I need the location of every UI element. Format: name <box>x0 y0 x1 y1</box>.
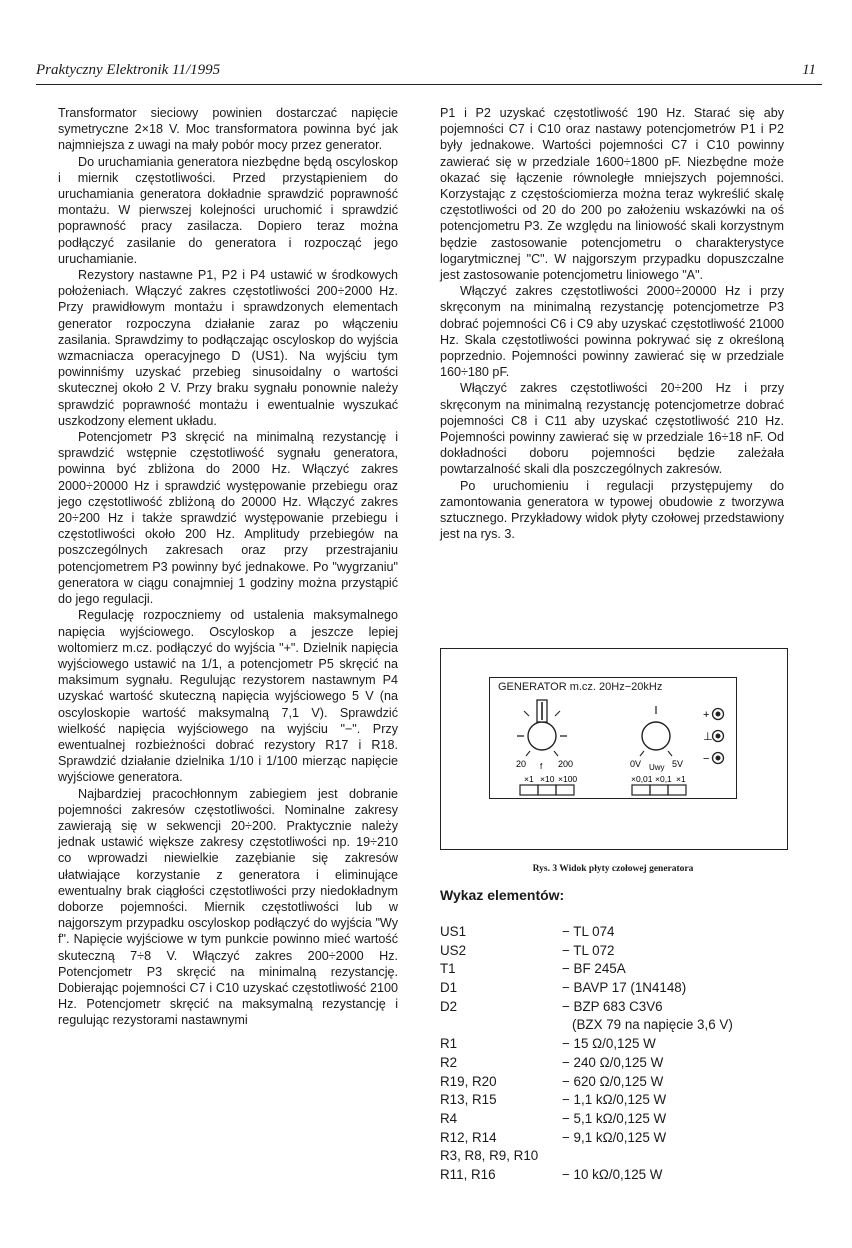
list-item <box>440 924 786 943</box>
terminal-label: ⊥ <box>703 731 713 743</box>
list-item <box>440 961 786 980</box>
part-value: − 15 Ω/0,125 W <box>562 1036 656 1052</box>
list-item <box>440 1074 786 1093</box>
part-ref: R12, R14 <box>440 1129 497 1145</box>
freq-max-label: 200 <box>558 759 574 769</box>
freq-range-label: ×1 <box>524 774 534 784</box>
paragraph: Włączyć zakres częstotliwości 20÷200 Hz i przy skręconym na minimalną rezystancję potencjometrze dobrać pojemności C8 i C11 aby uzyskać częstotliwość 210 Hz. Pojemności powinny zawierać się w przedziale 16÷18 nF. Od dokładności doboru pojemności będzie zależała powtarzalność skali dla poszczególnych zakresów. <box>440 381 784 477</box>
list-item <box>440 1111 786 1130</box>
part-value: − 9,1 kΩ/0,125 W <box>562 1129 667 1145</box>
part-value: − 5,1 kΩ/0,125 W <box>562 1110 667 1126</box>
parts-list <box>440 924 786 1186</box>
list-item <box>440 1167 786 1186</box>
terminal-ground <box>713 731 724 742</box>
right-column <box>440 105 784 542</box>
part-ref: D2 <box>440 998 458 1014</box>
paragraph: Rezystory nastawne P1, P2 i P4 ustawić w środkowych położeniach. Włączyć zakres częstotliwości 200÷2000 Hz. Przy prawidłowym montażu i sprawdzonych elementach generator rozpoczyna działanie zaraz po włączeniu zasilania. Sprawdzimy to podłączając oscyloskop do wyjścia wzmacniacza operacyjnego D (US1). Na wyjściu tym powinniśmy uzyskać przebieg sinusoidalny o wartości skutecznej około 2 V. Przy braku sygnału ponownie należy sprawdzić poprawność montażu i ewentualnie wyszukać uszkodzony element układu. <box>58 268 398 428</box>
amp-center-label: Uwy <box>649 763 665 772</box>
panel-title: GENERATOR m.cz. 20Hz−20kHz <box>498 681 663 693</box>
divider-buttons <box>632 785 686 795</box>
part-value: − BZP 683 C3V6 <box>562 998 663 1014</box>
part-ref: US1 <box>440 924 467 939</box>
amplitude-knob <box>640 706 672 756</box>
divider-label: ×0,01 <box>631 774 653 784</box>
paragraph: Włączyć zakres częstotliwości 2000÷20000 Hz i przy skręconym na minimalną rezystancję potencjometrze P3 dobrać pojemności C6 i C9 aby uzyskać częstotliwość 21000 Hz. Skala częstotliwości powinna pokrywać się z określoną poprzednio. Pojemności powinny zawierać się w przedziale 160÷180 pF. <box>440 284 784 380</box>
paragraph: Potencjometr P3 skręcić na minimalną rezystancję i sprawdzić wstępnie częstotliwość sygnału generatora, powinna być zbliżona do 2000 Hz. Włączyć zakres 2000÷20000 Hz i sprawdzić występowanie przebiegu oraz jego częstotliwość zbliżoną do 20000 Hz. Włączyć zakres 20÷200 Hz i także sprawdzić występowanie przebiegu i częstotliwości około 200 Hz. Amplitudy przebiegów na poszczególnych zakresach oraz przy przestrajaniu potencjometrem P3 powinny być jednakowe. Po "wygrzaniu" generatora w ciągu conajmniej 1 godziny można przystąpić do jego regulacji. <box>58 430 398 607</box>
paragraph: P1 i P2 uzyskać częstotliwość 190 Hz. Starać się aby pojemności C7 i C10 oraz nastawy potencjometrów P1 i P2 były jednakowe. Wartości pojemności C7 i C10 powinny zawierać się w przedziale 1600÷1800 pF. Niezbędne może okazać się łączenie równoległe mniejszych pojemności. Korzystając z częstościomierza można teraz wykreślić skalę częstotliwości od 20 do 200 po założeniu wskazówki na oś potencjometru P3. Ze względu na liniowość skali korzystnym będzie zastosowanie potencjometru o charakterystyce logarytmicznej "C". W najgorszym przypadku dopuszczalne jest zastosowanie potencjometru liniowego "A". <box>440 106 784 283</box>
terminal-minus <box>713 753 724 764</box>
freq-range-buttons <box>520 785 574 795</box>
publication-title: Praktyczny Elektronik 11/1995 <box>36 62 221 78</box>
list-item <box>440 1092 786 1111</box>
amp-max-label: 5V <box>672 759 684 769</box>
part-value: − BF 245A <box>562 961 626 977</box>
part-ref: US2 <box>440 942 467 958</box>
list-item <box>440 943 786 962</box>
part-value: − 620 Ω/0,125 W <box>562 1073 664 1089</box>
parts-list-title: Wykaz elementów: <box>440 887 565 903</box>
figure-caption: Rys. 3 Widok płyty czołowej generatora <box>532 864 694 874</box>
part-ref: R4 <box>440 1110 458 1126</box>
part-ref: R19, R20 <box>440 1073 497 1089</box>
terminal-label: − <box>703 753 710 765</box>
amp-min-label: 0V <box>630 759 642 769</box>
freq-range-label: ×100 <box>558 774 578 784</box>
list-item <box>440 1036 786 1055</box>
list-item <box>440 980 786 999</box>
paragraph: Najbardziej pracochłonnym zabiegiem jest dobranie pojemności zakresów częstotliwości. Nominalne zakresy zawierają się w sekwencji 20÷200. Praktycznie należy jednak ustawić większe zakresy częstotliwości np. 19÷210 co wprowadzi niewielkie zazębianie się zakresów ułatwiające korzystanie z generatora i eliminujące ewentualny brak ciągłości częstotliwości przy niedokładnym doborze pojemności. Miernik częstotliwości lub w najgorszym przypadku oscyloskop podłączyć do wyjścia "Wy f". Napięcie wyjściowe w tym punkcie powinno mieć wartość skuteczną 7÷8 V. Włączyć zakres 200÷2000 Hz. Potencjometr P3 skręcić na minimalną rezystancję. Dobierając pojemności C7 i C10 uzyskać częstotliwość 2100 Hz. Potencjometr skręcić na maksymalną rezystancję i regulując rezystorami nastawnymi <box>58 786 398 1028</box>
part-ref: T1 <box>440 961 456 977</box>
figure-front-panel <box>440 648 788 850</box>
part-ref: D1 <box>440 980 458 996</box>
left-column <box>58 105 398 1029</box>
part-ref: R11, R16 <box>440 1166 496 1182</box>
part-ref: R3, R8, R9, R10 <box>440 1148 539 1164</box>
divider-label: ×0,1 <box>655 774 672 784</box>
part-ref: R2 <box>440 1054 458 1070</box>
list-item <box>440 1017 786 1036</box>
part-value: − TL 072 <box>562 942 615 958</box>
list-item <box>440 1130 786 1149</box>
frequency-knob <box>517 700 567 756</box>
paragraph: Regulację rozpoczniemy od ustalenia maksymalnego napięcia wyjściowego. Oscyloskop a jeszcze lepiej woltomierz m.cz. podłączyć do wyjścia "+". Dzielnik napięcia wyjściowego ustawić na 1/1, a potencjometr P5 skręcić na maksimum sygnału. Regulując rezystorem nastawnym P4 uzyskać wartość skuteczną napięcia wyjściowego 5 V (na oscyloskopie wartość maksymalną 7,1 V). Sprawdzić wielkość napięcia wyjściowego na wyjściu "−". Przy ewentualnej rozbieżności dobrać rezystory R17 i R18. Sprawdzić działanie dzielnika 1/10 i 1/100 mierząc napięcie wyjściowe generatora. <box>58 608 398 785</box>
part-ref: R13, R15 <box>440 1092 497 1108</box>
list-item <box>440 1148 786 1167</box>
part-value: − 10 kΩ/0,125 W <box>562 1166 663 1182</box>
part-value: − BAVP 17 (1N4148) <box>562 980 687 996</box>
part-value: − TL 074 <box>562 924 615 939</box>
divider-label: ×1 <box>676 774 686 784</box>
freq-range-label: ×10 <box>540 774 555 784</box>
terminal-label: + <box>703 709 710 721</box>
part-ref: R1 <box>440 1036 458 1052</box>
terminal-plus <box>713 709 724 720</box>
list-item <box>440 1055 786 1074</box>
part-value: − 1,1 kΩ/0,125 W <box>562 1092 667 1108</box>
front-panel <box>489 677 737 799</box>
paragraph: Do uruchamiania generatora niezbędne będą oscyloskop i miernik częstotliwości. Przed przystąpieniem do uruchamiania generatora dokładnie sprawdzić poprawność montażu. W pierwszej kolejności uruchomić i sprawdzić poprawność pracy zasilacza. Dopiero teraz można podłączyć zasilanie do generatora i rozpocząć jego uruchamianie. <box>58 154 398 266</box>
freq-min-label: 20 <box>516 759 527 769</box>
part-value: − 240 Ω/0,125 W <box>562 1054 664 1070</box>
page-header <box>36 62 822 85</box>
paragraph: Transformator sieciowy powinien dostarczać napięcie symetryczne 2×18 V. Moc transformatora powinna być jak najmniejsza z uwagi na mały pobór mocy przez generator. <box>58 106 398 153</box>
paragraph: Po uruchomieniu i regulacji przystępujemy do zamontowania generatora w typowej obudowie z tworzywa sztucznego. Przykładowy widok płyty czołowej przedstawiony jest na rys. 3. <box>440 478 784 542</box>
part-value: (BZX 79 na napięcie 3,6 V) <box>572 1017 733 1033</box>
freq-center-label: f <box>540 762 543 771</box>
panel-drawing <box>490 678 736 798</box>
list-item <box>440 999 786 1018</box>
page-number: 11 <box>802 62 816 78</box>
